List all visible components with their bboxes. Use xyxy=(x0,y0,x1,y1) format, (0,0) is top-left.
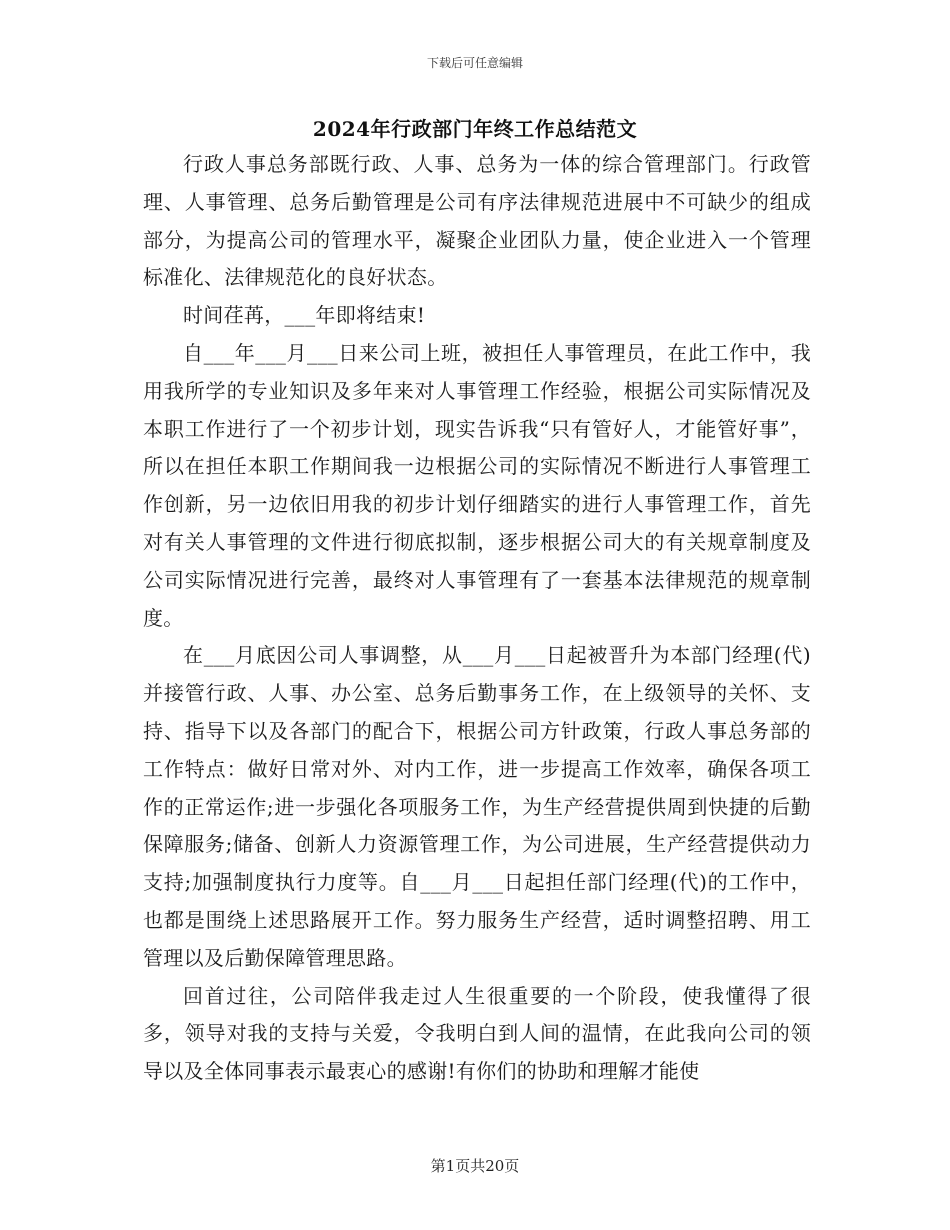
paragraph: 自___年___月___日来公司上班，被担任人事管理员，在此工作中，我用我所学的专业知识及多年来对人事管理工作经验，根据公司实际情况及本职工作进行了一个初步计划，现实告诉我“只有管好人，才能管好事”，所以在担任本职工作期间我一边根据公司的实际情况不断进行人事管理工作创新，另一边依旧用我的初步计划仔细踏实的进行人事管理工作，首先对有关人事管理的文件进行彻底拟制，逐步根据公司大的有关规章制度及公司实际情况进行完善，最终对人事管理有了一套基本法律规范的规章制度。 xyxy=(143,340,811,630)
paragraph: 行政人事总务部既行政、人事、总务为一体的综合管理部门。行政管理、人事管理、总务后勤管理是公司有序法律规范进展中不可缺少的组成部分，为提高公司的管理水平，凝聚企业团队力量，使企业进入一个管理标准化、法律规范化的良好状态。 xyxy=(143,152,811,290)
page-header-note: 下载后可任意编辑 xyxy=(426,56,523,70)
page-footer: 第1页共20页 xyxy=(430,1157,520,1175)
paragraph: 时间荏苒，___年即将结束! xyxy=(183,303,426,328)
paragraph: 回首过往，公司陪伴我走过人生很重要的一个阶段，使我懂得了很多，领导对我的支持与关爱，令我明白到人间的温情，在此我向公司的领导以及全体同事表示最衷心的感谢!有你们的协助和理解才能使 xyxy=(143,983,811,1084)
paragraph: 在___月底因公司人事调整，从___月___日起被晋升为本部门经理(代)并接管行政、人事、办公室、总务后勤事务工作，在上级领导的关怀、支持、指导下以及各部门的配合下，根据公司方针政策，行政人事总务部的工作特点：做好日常对外、对内工作，进一步提高工作效率，确保各项工作的正常运作;进一步强化各项服务工作，为生产经营提供周到快捷的后勤保障服务;储备、创新人力资源管理工作，为公司进展，生产经营提供动力支持;加强制度执行力度等。自___月___日起担任部门经理(代)的工作中，也都是围绕上述思路展开工作。努力服务生产经营，适时调整招聘、用工管理以及后勤保障管理思路。 xyxy=(143,643,811,970)
document-body xyxy=(143,146,811,1091)
document-title: 2024年行政部门年终工作总结范文 xyxy=(312,117,638,141)
